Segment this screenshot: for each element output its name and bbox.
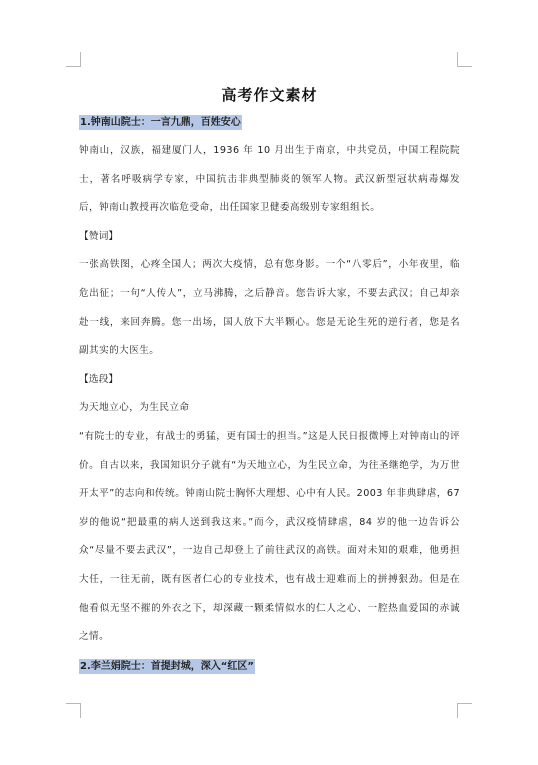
excerpt-paragraph: “有院士的专业，有战士的勇猛，更有国士的担当。”这是人民日报微博上对钟南山的评价。自古以来，我国知识分子就有“为天地立心，为生民立命，为往圣继绝学，为万世开太平”的志向和传统。钟南山院士胸怀大理想、心中有人民。2003 年非典肆虐，67 岁的他说“把最重的病人送到我这来。”而今，武汉疫情肆虐，84 岁的他一边告诉公众“尽量不要去武汉”，一边自己却登上了前往武汉的高铁。面对未知的艰难，他勇担大任，一往无前，既有医者仁心的专业技术，也有战士迎难而上的拼搏狠劲。但是在他看似无坚不摧的外衣之下，却深藏一颗柔情似水的仁人之心、一腔热血爱国的赤诚之情。 — [79, 430, 460, 643]
crop-mark-bottom-left — [66, 703, 81, 718]
document-body — [79, 84, 460, 678]
document-title: 高考作文素材 — [221, 86, 318, 104]
praise-label: 【赞词】 — [79, 230, 119, 242]
excerpt-title: 为天地立心，为生民立命 — [79, 402, 190, 414]
intro-paragraph: 钟南山，汉族，福建厦门人，1936 年 10 月出生于南京，中共党员，中国工程院院士，著名呼吸病学专家，中国抗击非典型肺炎的领军人物。武汉新型冠状病毒爆发后，钟南山教授再次临危受命，出任国家卫健委高级别专家组组长。 — [79, 145, 460, 214]
section-heading-li-lanjuan — [79, 656, 460, 678]
crop-mark-top-right — [457, 52, 472, 67]
section-heading-zhong-nanshan — [79, 112, 460, 134]
praise-paragraph: 一张高铁图，心疼全国人；两次大疫情，总有您身影。一个“八零后”，小年夜里，临危出征；一句“人传人”，立马沸腾，之后静音。您告诉大家，不要去武汉；自己却亲赴一线，来回奔腾。您一出场，国人放下大半颗心。您是无论生死的逆行者，您是名副其实的大医生。 — [79, 259, 460, 357]
highlighted-heading-text: 1.钟南山院士：一言九鼎，百姓安心 — [80, 117, 241, 128]
excerpt-label: 【选段】 — [79, 373, 119, 385]
highlighted-heading-text: 2.李兰娟院士：首提封城，深入“红区” — [80, 660, 254, 672]
crop-mark-top-left — [66, 52, 81, 67]
crop-mark-bottom-right — [457, 703, 472, 718]
